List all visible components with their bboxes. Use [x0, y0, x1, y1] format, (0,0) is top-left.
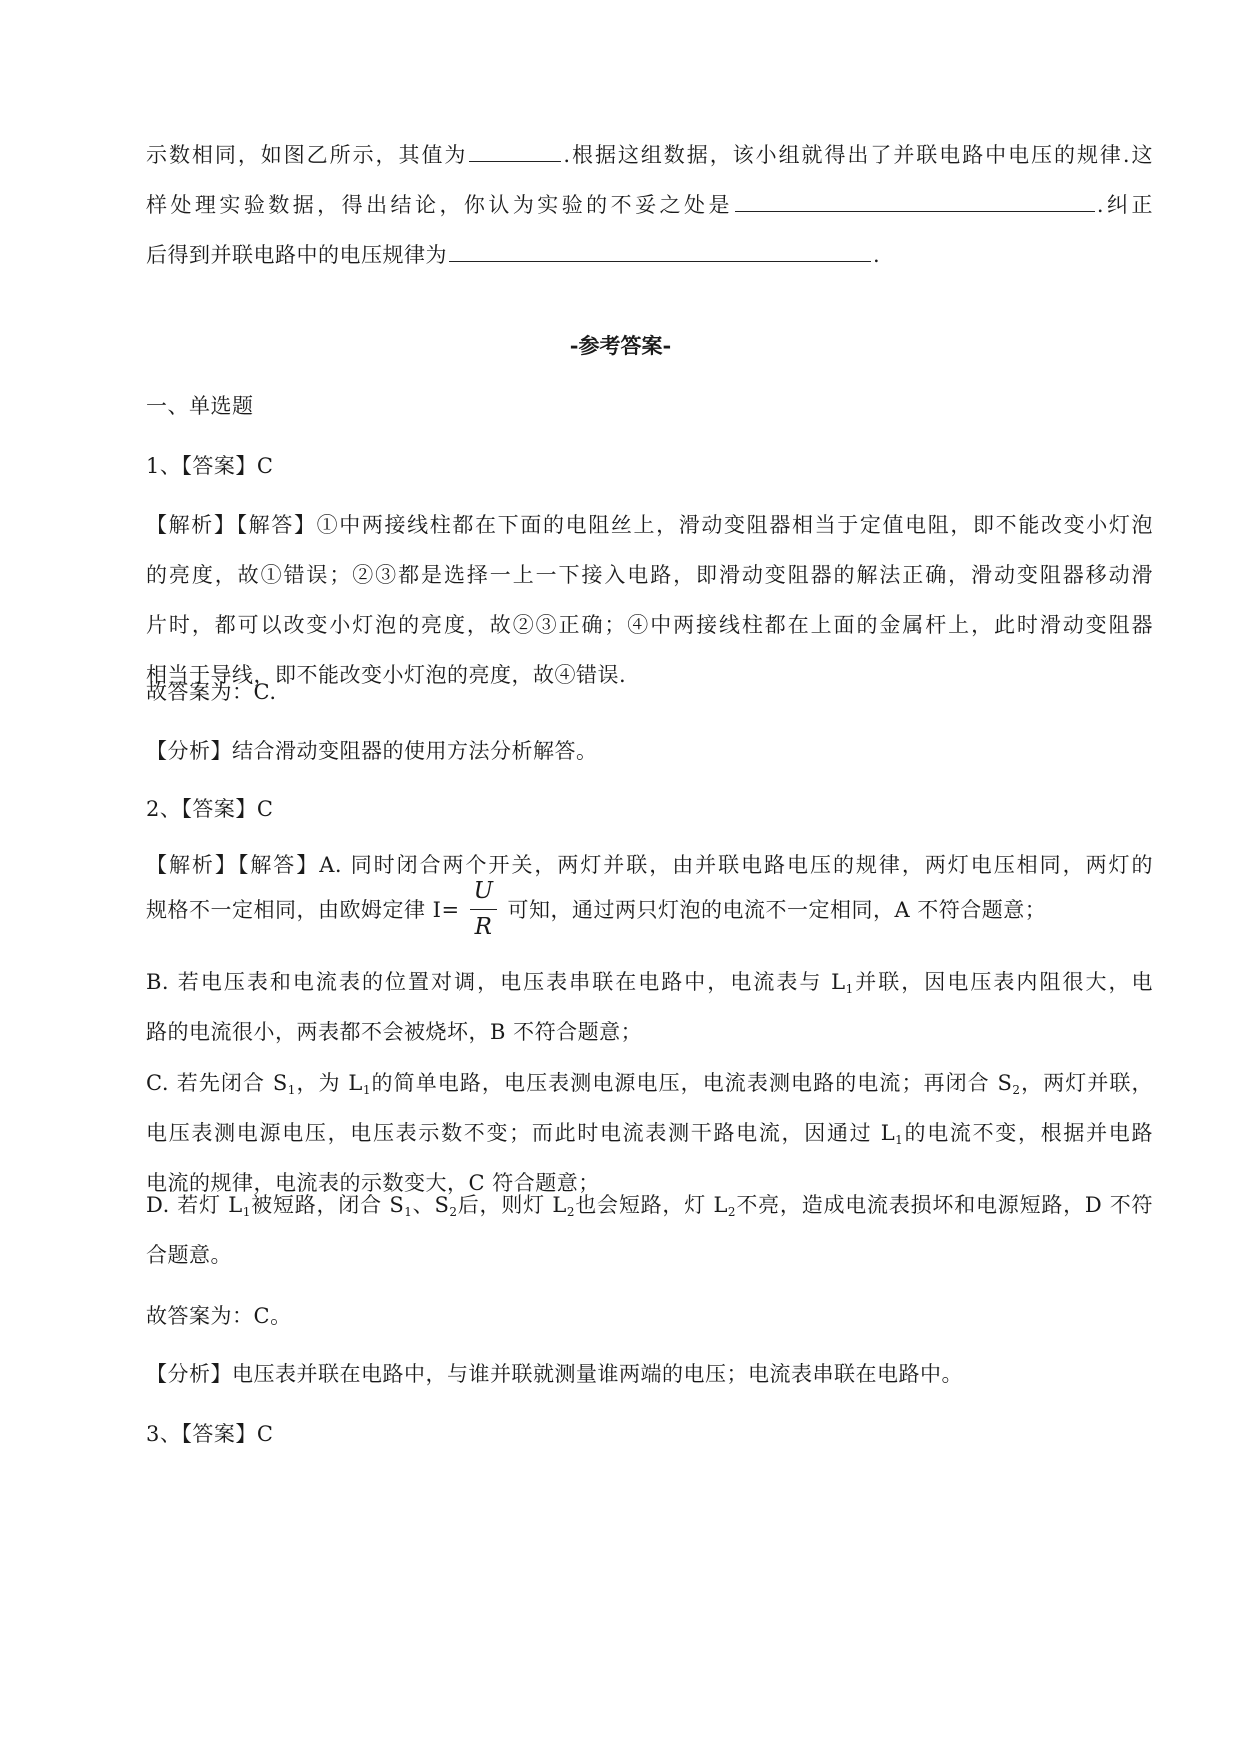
intro-line-2 [146, 180, 1153, 230]
q2-c-line-3: 电流的规律，电流表的示数变大，C 符合题意； [146, 1171, 600, 1195]
q2-analysis-d [146, 1180, 1153, 1280]
q1-fenxi: 【分析】结合滑动变阻器的使用方法分析解答。 [146, 739, 598, 763]
intro-text: .根据这组数据，该小组就得出了并联电路中电压的规律.这 [563, 143, 1153, 167]
q2-c-text: ，为 L [295, 1071, 363, 1095]
q2-c-line-1 [146, 1058, 1153, 1108]
subscript: 1 [404, 1205, 413, 1219]
answer-key-title: -参考答案- [569, 333, 672, 358]
fraction-denominator: R [474, 914, 493, 940]
fraction-numerator: U [473, 878, 494, 904]
q1-answer: 1、【答案】C [146, 454, 274, 478]
section-title: 一、单选题 [146, 394, 254, 418]
subscript: 1 [242, 1205, 251, 1219]
subscript: 1 [287, 1083, 296, 1097]
subscript: 2 [449, 1205, 458, 1219]
q2-c-text: C. 若先闭合 S [146, 1071, 288, 1095]
q2-b-text: 并联，因电压表内阻很大，电 [853, 970, 1154, 994]
q2-d-text: 后，则灯 L [457, 1193, 567, 1217]
q2-b-line-1 [146, 957, 1153, 1007]
subscript: 1 [895, 1133, 904, 1147]
subscript: 2 [1012, 1083, 1021, 1097]
q2-c-text: 电压表测电源电压，电压表示数不变；而此时电流表测干路电流，因通过 L [146, 1121, 896, 1145]
q2-d-line-2: 合题意。 [146, 1243, 232, 1267]
intro-text: 后得到并联电路中的电压规律为 [146, 243, 447, 267]
q3-answer: 3、【答案】C [146, 1422, 274, 1446]
answer-blank-1[interactable] [469, 139, 561, 162]
q1-analysis-line: 【解析】【解答】①中两接线柱都在下面的电阻丝上，滑动变阻器相当于定值电阻，即不能改变小灯泡 [146, 513, 1153, 537]
subscript: 2 [566, 1205, 575, 1219]
q2-b-line-2: 路的电流很小，两表都不会被烧坏，B 不符合题意； [146, 1020, 643, 1044]
q2-d-text: D. 若灯 L [146, 1193, 243, 1217]
q2-c-text: 的电流不变，根据并电路 [903, 1121, 1153, 1145]
q2-fenxi: 【分析】电压表并联在电路中，与谁并联就测量谁两端的电压；电流表串联在电路中。 [146, 1362, 963, 1386]
q1-analysis [146, 500, 1153, 700]
ohm-law-fraction [470, 880, 498, 939]
question-continuation [146, 130, 1153, 280]
q2-answer: 2、【答案】C [146, 797, 274, 821]
q2-b-text: B. 若电压表和电流表的位置对调，电压表串联在电路中，电流表与 L [146, 970, 846, 994]
q2-a-text: 规格不一定相同，由欧姆定律 I= [146, 898, 460, 922]
q2-d-text: 不亮，造成电流表损坏和电源短路，D 不符 [736, 1193, 1154, 1217]
answer-blank-3[interactable] [449, 239, 871, 262]
subscript: 1 [845, 982, 854, 996]
q2-c-text: 的简单电路，电压表测电源电压，电流表测电路的电流；再闭合 S [370, 1071, 1013, 1095]
intro-text: .纠正 [1096, 193, 1153, 217]
q1-analysis-line: 相当于导线，即不能改变小灯泡的亮度，故④错误. [146, 663, 627, 687]
q2-a-line-1: 【解析】【解答】A. 同时闭合两个开关，两灯并联，由并联电路电压的规律，两灯电压相同，两灯的 [146, 853, 1153, 877]
intro-line-3 [146, 230, 1153, 280]
q2-a-text: 可知，通过两只灯泡的电流不一定相同，A 不符合题意； [507, 898, 1047, 922]
intro-line-1 [146, 130, 1153, 180]
q2-d-line-1 [146, 1180, 1153, 1230]
q2-analysis-b [146, 957, 1153, 1057]
q1-conclusion: 故答案为：C. [146, 680, 277, 704]
q2-d-text: 、S [412, 1193, 450, 1217]
q1-analysis-line: 片时，都可以改变小灯泡的亮度，故②③正确；④中两接线柱都在上面的金属杆上，此时滑动变阻器 [146, 613, 1153, 637]
intro-text: 示数相同，如图乙所示，其值为 [146, 143, 468, 167]
q2-c-line-2 [146, 1108, 1153, 1158]
intro-text: . [873, 243, 881, 267]
q2-a-line-2 [146, 878, 1047, 941]
subscript: 2 [727, 1205, 737, 1219]
q1-analysis-line: 的亮度，故①错误；②③都是选择一上一下接入电路，即滑动变阻器的解法正确，滑动变阻器移动滑 [146, 563, 1153, 587]
q2-conclusion: 故答案为：C。 [146, 1304, 292, 1328]
q2-d-text: 被短路，闭合 S [250, 1193, 405, 1217]
q2-d-text: 也会短路，灯 L [574, 1193, 728, 1217]
q2-c-text: ，两灯并联， [1020, 1071, 1154, 1095]
subscript: 1 [362, 1083, 371, 1097]
answer-blank-2[interactable] [735, 189, 1095, 212]
intro-text: 样处理实验数据，得出结论，你认为实验的不妥之处是 [146, 193, 733, 217]
